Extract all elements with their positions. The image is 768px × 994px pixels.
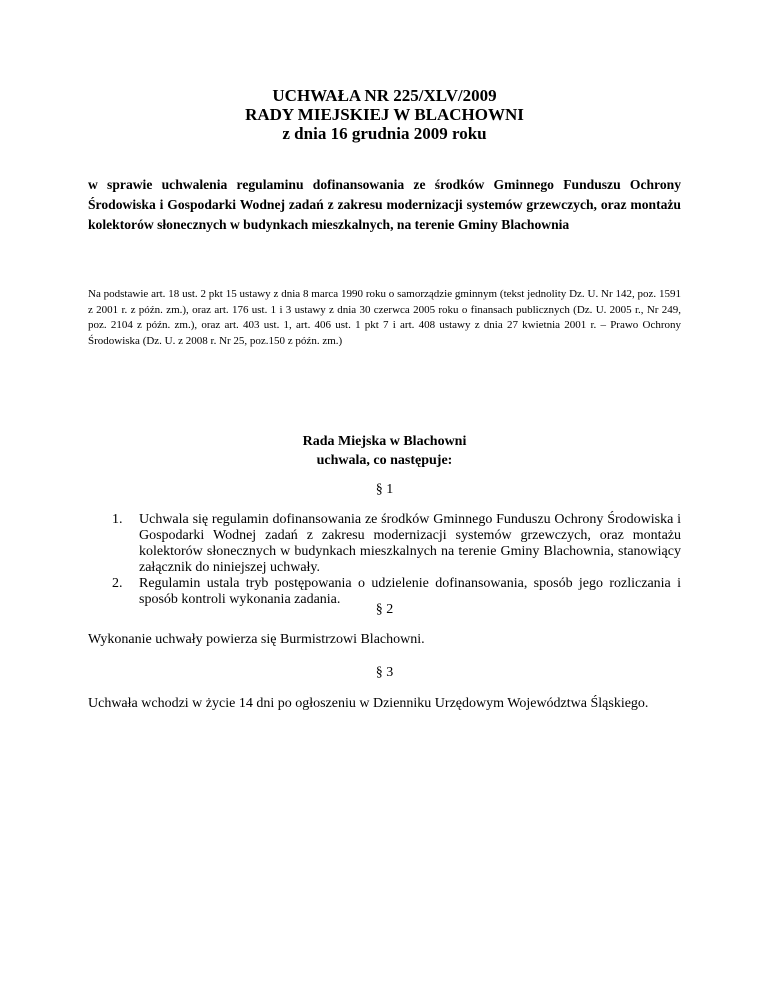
section-1-mark: § 1 xyxy=(375,482,394,497)
council-name: Rada Miejska w Blachowni xyxy=(302,434,467,449)
list-item-text: Regulamin ustala tryb postępowania o udzielenie dofinansowania, sposób jego rozliczania i sposób kontroli wykonania zadania. xyxy=(139,576,681,607)
section-2-mark: § 2 xyxy=(375,602,394,617)
resolution-subject: w sprawie uchwalenia regulaminu dofinansowania ze środków Gminnego Funduszu Ochrony Środowiska i Gospodarki Wodnej zadań z zakresu modernizacji systemów grzewczych, oraz montażu kolektorów słonecznych w budynkach mieszkalnych, na terenie Gminy Blachownia xyxy=(88,177,681,232)
list-item-number: 2. xyxy=(112,576,123,591)
title-number: UCHWAŁA NR 225/XLV/2009 xyxy=(272,86,497,105)
section-3-text: Uchwała wchodzi w życie 14 dni po ogłoszeniu w Dzienniku Urzędowym Województwa Śląskiego. xyxy=(88,696,649,711)
council-resolves-text: uchwala, co następuje: xyxy=(316,453,453,468)
section-2-text: Wykonanie uchwały powierza się Burmistrzowi Blachowni. xyxy=(88,632,425,647)
council-resolves xyxy=(88,432,681,470)
title-council: RADY MIEJSKIEJ W BLACHOWNI xyxy=(245,105,524,124)
legal-basis: Na podstawie art. 18 ust. 2 pkt 15 ustawy z dnia 8 marca 1990 roku o samorządzie gminnym (tekst jednolity Dz. U. Nr 142, poz. 1591 z 2001 r. z późn. zm.), oraz art. 176 ust. 1 i 3 ustawy z dnia 30 czerwca 2005 roku o finansach publicznych (Dz. U. 2005 r., Nr 249, poz. 2104 z późn. zm.), oraz art. 403 ust. 1, art. 406 ust. 1 pkt 7 i art. 408 ustawy z dnia 27 kwietnia 2001 r. – Prawo Ochrony Środowiska (Dz. U. z 2008 r. Nr 25, poz.150 z późn. zm.) xyxy=(88,288,681,347)
list-item-text: Uchwala się regulamin dofinansowania ze środków Gminnego Funduszu Ochrony Środowiska i Gospodarki Wodnej zadań z zakresu modernizacji systemów grzewczych, oraz montażu kolektorów słonecznych w budynkach mieszkalnych na terenie Gminy Blachownia, stanowiący załącznik do niniejszej uchwały. xyxy=(139,512,681,575)
resolution-title xyxy=(88,86,681,143)
list-item xyxy=(88,512,681,576)
title-date: z dnia 16 grudnia 2009 roku xyxy=(282,124,487,143)
section-3-mark: § 3 xyxy=(375,665,394,680)
list-item-number: 1. xyxy=(112,512,123,527)
section-1-list xyxy=(88,512,681,608)
